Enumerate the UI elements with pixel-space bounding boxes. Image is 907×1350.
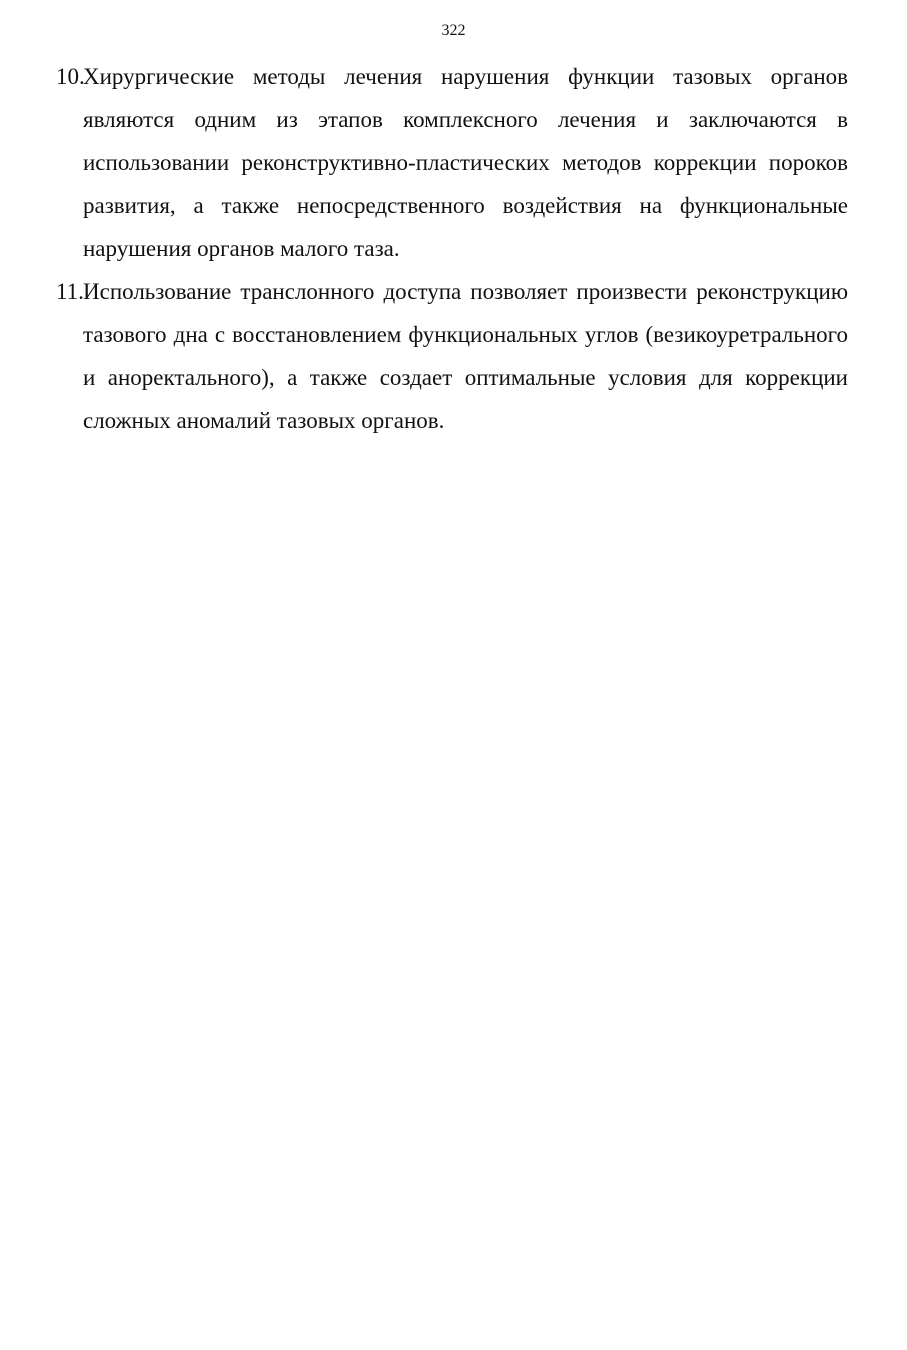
- numbered-list: [56, 55, 848, 442]
- list-item-text: Использование транслонного доступа позволяет произвести реконструкцию тазового дна с восстановлением функциональных углов (везикоуретрального и аноректального), а также создает оптимальные условия для коррекции сложных аномалий тазовых органов.: [83, 279, 848, 433]
- list-item-number: 10.: [56, 64, 85, 89]
- list-item-11: [56, 270, 848, 442]
- page-number: 322: [441, 22, 466, 39]
- list-item-text: Хирургические методы лечения нарушения функции тазовых органов являются одним из этапов комплексного лечения и заключаются в использовании реконструктивно-пластических методов коррекции пороков развития, а также непосредственного воздействия на функциональные нарушения органов малого таза.: [83, 64, 848, 261]
- list-item-10: [56, 55, 848, 270]
- list-item-number: 11.: [56, 279, 84, 304]
